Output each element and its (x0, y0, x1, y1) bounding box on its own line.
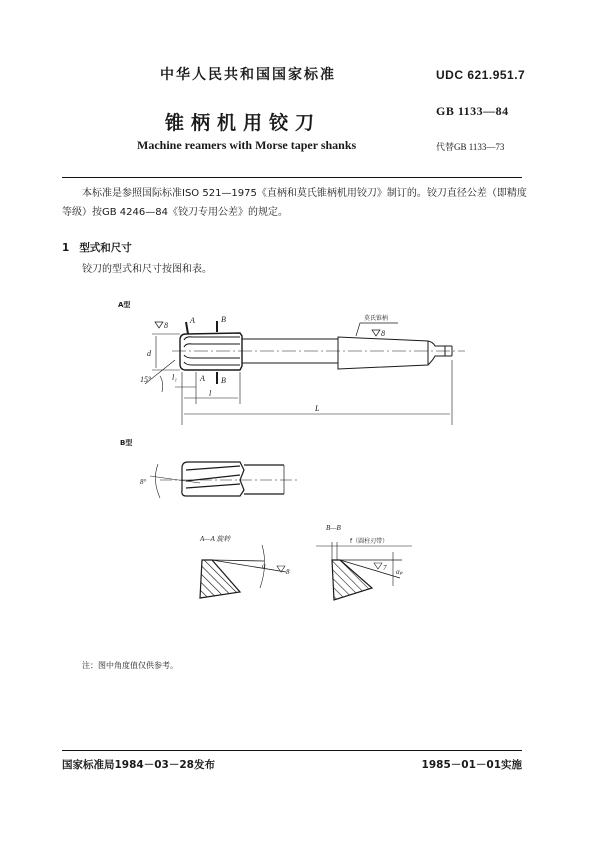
section-b-bottom: B (221, 376, 226, 385)
national-standard-heading: 中华人民共和国国家标准 (160, 67, 336, 83)
roughness-a: 8 (164, 321, 168, 330)
section-a-top: A (190, 316, 195, 325)
figure-note: 注：图中角度值仅供参考。 (82, 661, 178, 670)
roughness-shank: 8 (381, 329, 385, 338)
standard-number: GB 1133—84 (436, 104, 509, 118)
roughness-bb: 7 (383, 564, 387, 572)
land-label: f（圆柱刃带） (350, 538, 389, 545)
section-text: 铰刀的型式和尺寸按图和表。 (82, 264, 212, 275)
dim-d: d (147, 349, 151, 358)
type-a-label: A型 (118, 301, 131, 309)
type-a-reamer-drawing (145, 321, 465, 425)
dim-l: l (209, 389, 212, 398)
document-title-en: Machine reamers with Morse taper shanks (137, 138, 357, 152)
angle-15: 15° (140, 375, 152, 384)
alpha-p-label: αₚ (396, 568, 403, 576)
section-b-top: B (221, 315, 226, 324)
udc-code: UDC 621.951.7 (436, 68, 526, 82)
section-aa-drawing (200, 545, 286, 598)
intro-paragraph: 本标准是参照国际标准ISO 521—1975《直柄和莫氏锥柄机用铰刀》制订的。铰刀直径公差（即精度等级）按GB 4246—84《铰刀专用公差》的规定。 (62, 188, 527, 218)
roughness-aa: 8 (286, 568, 290, 576)
issue-date: 国家标准局1984－03－28发布 (62, 759, 215, 771)
angle-8: 8° (140, 478, 147, 486)
morse-taper-label: 莫氏锥柄 (364, 315, 389, 322)
footer-divider (62, 750, 522, 751)
document-title-cn: 锥柄机用铰刀 (165, 112, 322, 134)
section-number: 1 (62, 242, 70, 254)
dim-L: L (315, 404, 320, 413)
section-title: 型式和尺寸 (79, 242, 132, 254)
replaces-standard: 代替GB 1133—73 (436, 142, 505, 152)
alpha-label: α (262, 562, 266, 570)
section-a-bottom: A (200, 374, 205, 383)
effective-date: 1985－01－01实施 (421, 759, 522, 771)
section-bb-title: B—B (326, 524, 341, 532)
type-b-label: B型 (120, 439, 133, 447)
type-b-reamer-drawing (150, 462, 300, 498)
dim-l1: l₁ (172, 373, 178, 382)
section-aa-title: A—A 旋转 (200, 535, 231, 543)
